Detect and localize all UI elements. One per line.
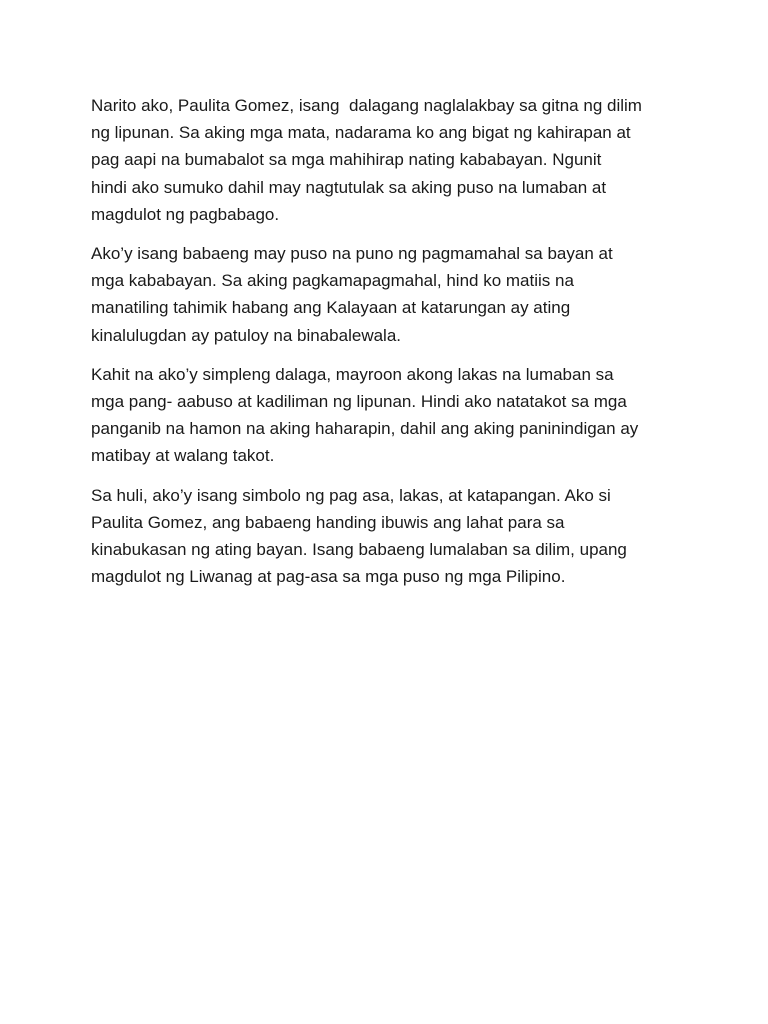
document-body	[91, 92, 691, 602]
text-line: Kahit na ako’y simpleng dalaga, mayroon akong lakas na lumaban sa	[91, 364, 614, 384]
text-line: magdulot ng pagbabago.	[91, 204, 280, 224]
text-line: mga pang- aabuso at kadiliman ng lipunan. Hindi ako natatakot sa mga	[91, 392, 627, 412]
text-line: ng lipunan. Sa aking mga mata, nadarama ko ang bigat ng kahirapan at	[91, 123, 631, 143]
paragraph-2	[91, 240, 691, 349]
paragraph-1	[91, 92, 691, 228]
text-line: magdulot ng Liwanag at pag-asa sa mga puso ng mga Pilipino.	[91, 567, 566, 587]
text-line: kinalulugdan ay patuloy na binabalewala.	[91, 325, 402, 345]
text-line: Ako’y isang babaeng may puso na puno ng pagmamahal sa bayan at	[91, 244, 613, 264]
text-line: mga kababayan. Sa aking pagkamapagmahal, hind ko matiis na	[91, 271, 574, 291]
text-line: Sa huli, ako’y isang simbolo ng pag asa, lakas, at katapangan. Ako si	[91, 485, 611, 505]
text-line: kinabukasan ng ating bayan. Isang babaeng lumalaban sa dilim, upang	[91, 540, 627, 560]
paragraph-3	[91, 361, 691, 470]
text-line: panganib na hamon na aking haharapin, dahil ang aking paninindigan ay	[91, 419, 639, 439]
text-line: Paulita Gomez, ang babaeng handing ibuwis ang lahat para sa	[91, 512, 565, 532]
paragraph-4	[91, 482, 691, 591]
text-line: manatiling tahimik habang ang Kalayaan at katarungan ay ating	[91, 298, 571, 318]
text-line: pag aapi na bumabalot sa mga mahihirap nating kababayan. Ngunit	[91, 150, 602, 170]
text-line: matibay at walang takot.	[91, 446, 275, 466]
text-line: Narito ako, Paulita Gomez, isang dalagang naglalakbay sa gitna ng dilim	[91, 96, 642, 115]
text-line: hindi ako sumuko dahil may nagtutulak sa aking puso na lumaban at	[91, 177, 607, 197]
